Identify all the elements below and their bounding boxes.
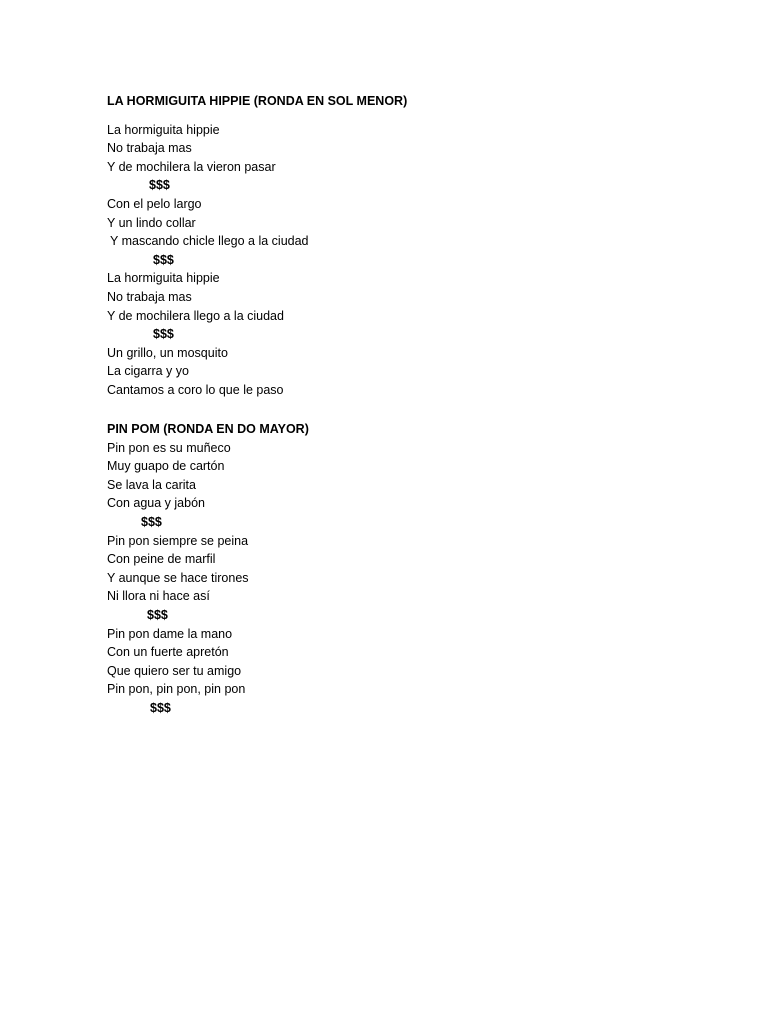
lyric-line: Y un lindo collar <box>107 215 196 230</box>
chorus-marker: $$$ <box>153 252 174 267</box>
chorus-marker: $$$ <box>141 514 162 529</box>
lyric-line: Un grillo, un mosquito <box>107 345 228 360</box>
lyric-line: Ni llora ni hace así <box>107 589 210 604</box>
lyric-line: La hormiguita hippie <box>107 271 220 286</box>
song-title: LA HORMIGUITA HIPPIE (RONDA EN SOL MENOR) <box>107 94 408 108</box>
song-lyrics <box>107 121 667 400</box>
chorus-marker: $$$ <box>147 607 168 622</box>
lyric-line: Y mascando chicle llego a la ciudad <box>110 234 309 249</box>
lyric-line: Con agua y jabón <box>107 496 205 511</box>
song-pin-pom <box>107 420 667 718</box>
lyric-line: Con un fuerte apretón <box>107 645 229 660</box>
lyric-line: Pin pon, pin pon, pin pon <box>107 682 246 697</box>
song-lyrics <box>107 439 667 718</box>
lyric-line: Cantamos a coro lo que le paso <box>107 382 284 397</box>
lyric-line: Se lava la carita <box>107 477 196 492</box>
lyric-line: Muy guapo de cartón <box>107 459 225 474</box>
lyric-line: Con el pelo largo <box>107 196 202 211</box>
chorus-marker: $$$ <box>149 178 170 193</box>
lyric-line: No trabaja mas <box>107 141 192 156</box>
lyric-line: Pin pon es su muñeco <box>107 440 231 455</box>
lyric-line: Pin pon siempre se peina <box>107 533 249 548</box>
lyric-line: Con peine de marfil <box>107 552 216 567</box>
lyric-line: No trabaja mas <box>107 289 192 304</box>
lyric-line: La cigarra y yo <box>107 364 189 379</box>
lyric-line: Pin pon dame la mano <box>107 626 233 641</box>
song-la-hormiguita-hippie <box>107 92 667 400</box>
lyric-line: Y de mochilera la vieron pasar <box>107 159 276 174</box>
lyric-line: La hormiguita hippie <box>107 122 220 137</box>
song-title: PIN POM (RONDA EN DO MAYOR) <box>107 422 309 436</box>
lyric-line: Y de mochilera llego a la ciudad <box>107 308 284 323</box>
lyric-line: Que quiero ser tu amigo <box>107 663 242 678</box>
chorus-marker: $$$ <box>150 700 171 715</box>
lyric-line: Y aunque se hace tirones <box>107 570 249 585</box>
chorus-marker: $$$ <box>153 327 174 342</box>
